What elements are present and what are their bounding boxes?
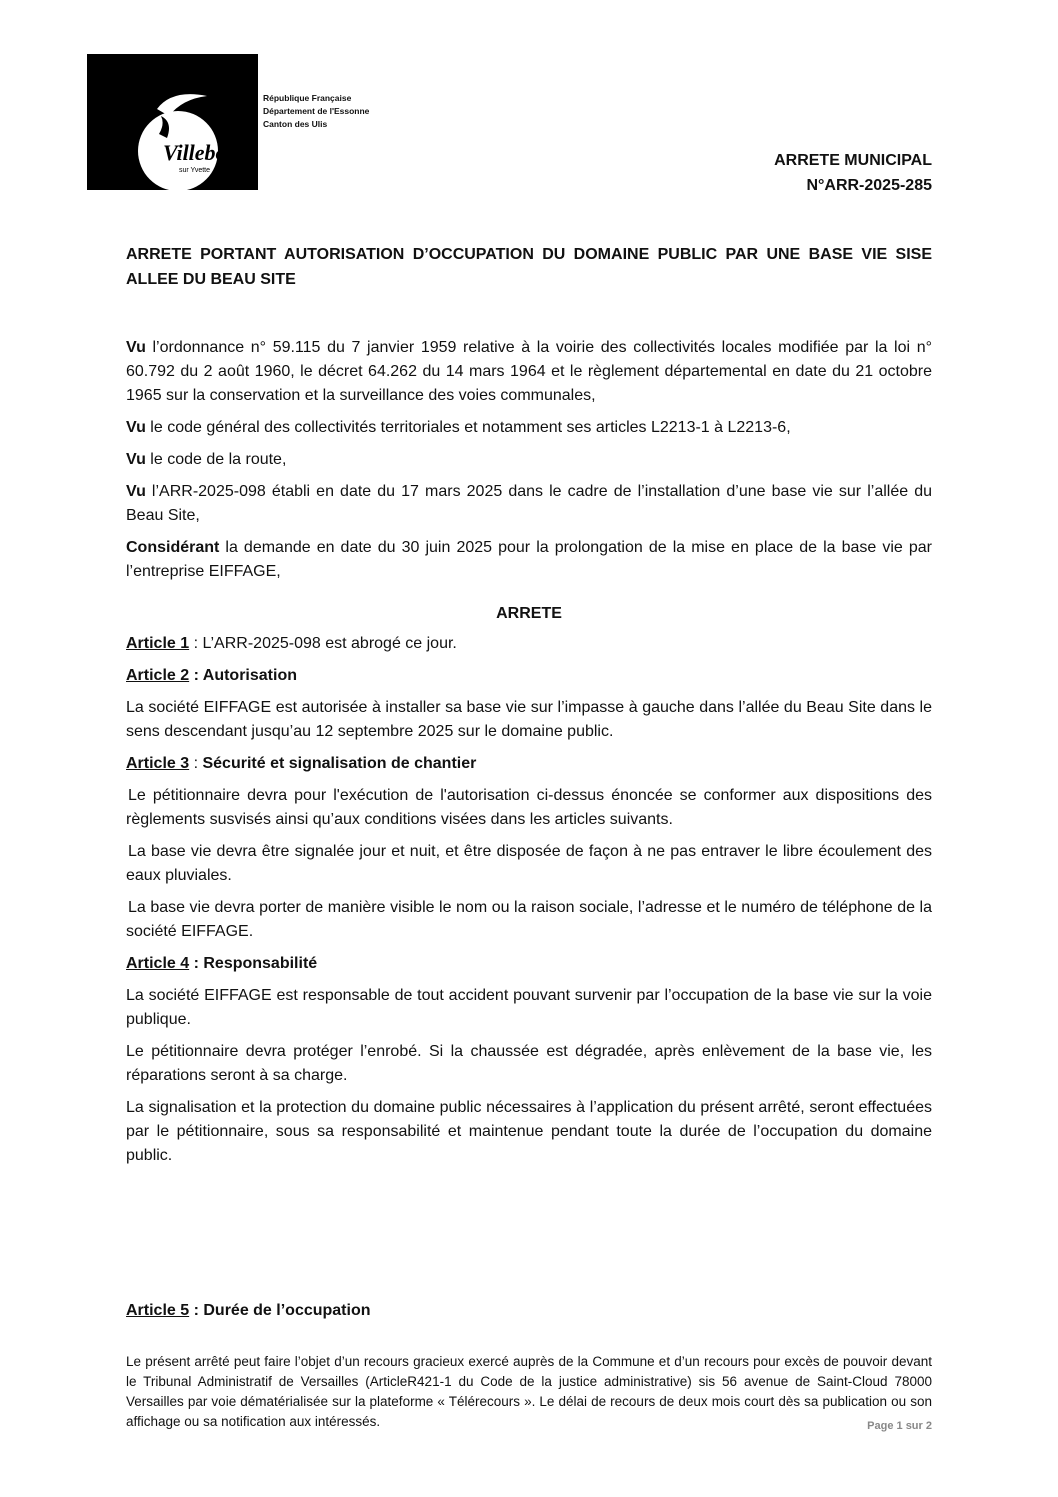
article-paragraph: La société EIFFAGE est responsable de tout accident pouvant survenir par l’occupation de la base vie sur la voie publique.	[126, 987, 932, 1028]
article-separator: :	[189, 667, 203, 684]
republic-label: République Française	[263, 93, 352, 103]
arrete-number: N°ARR-2025-285	[806, 177, 932, 194]
article-label: Article 2	[126, 667, 190, 684]
visa-paragraph	[126, 448, 932, 472]
article-paragraph: Le pétitionnaire devra pour l'exécution de l'autorisation ci-dessus énoncée se conformer aux dispositions des règlements susvisés ainsi qu’aux conditions visées dans les articles suivants.	[126, 787, 932, 828]
administrative-header	[263, 92, 369, 131]
article-inline-text: L’ARR-2025-098 est abrogé ce jour.	[202, 635, 457, 652]
page-title: ARRETE PORTANT AUTORISATION D’OCCUPATION DU DOMAINE PUBLIC PAR UNE BASE VIE SISE ALLEE DU BEAU SITE	[126, 246, 932, 288]
department-label: Département de l'Essonne	[263, 106, 370, 116]
article-paragraph: Le pétitionnaire devra protéger l’enrobé. Si la chaussée est dégradée, après enlèvement de la base vie, les réparations seront à sa charge.	[126, 1043, 932, 1084]
visa-text: l’ordonnance n° 59.115 du 7 janvier 1959 relative à la voirie des collectivités locales modifiée par la loi n° 60.792 du 2 août 1960, le décret 64.262 du 14 mars 1964 et le règlement départemental en date du 21 octobre 1965 sur la conservation et la surveillance des voies communales,	[126, 339, 932, 404]
visa-lead: Vu	[126, 483, 146, 500]
visa-lead: Considérant	[126, 539, 220, 556]
visa-lead: Vu	[126, 339, 146, 356]
visa-lead: Vu	[126, 451, 146, 468]
article-3-title	[126, 752, 932, 776]
visa-lead: Vu	[126, 419, 146, 436]
document-body	[126, 336, 932, 1176]
arrete-type: ARRETE MUNICIPAL	[774, 152, 932, 169]
visa-paragraph	[126, 480, 932, 528]
article-label: Article 3	[126, 755, 190, 772]
visa-paragraph	[126, 336, 932, 408]
article-paragraph: La base vie devra porter de manière visible le nom ou la raison sociale, l’adresse et le numéro de téléphone de la société EIFFAGE.	[126, 899, 932, 940]
considerant-paragraph	[126, 536, 932, 584]
villebon-logo-icon	[87, 54, 258, 190]
visa-text: la demande en date du 30 juin 2025 pour la prolongation de la mise en place de la base vie par l’entreprise EIFFAGE,	[126, 539, 932, 580]
article-title: Durée de l’occupation	[203, 1302, 371, 1319]
article-label: Article 4	[126, 955, 190, 972]
article-paragraph: La base vie devra être signalée jour et nuit, et être disposée de façon à ne pas entraver le libre écoulement des eaux pluviales.	[126, 843, 932, 884]
municipal-logo	[87, 54, 258, 190]
article-paragraph: La signalisation et la protection du domaine public nécessaires à l’application du présent arrêté, seront effectuées par le pétitionnaire, sous sa responsabilité et maintenue pendant toute la durée de l’occupation du domaine public.	[126, 1099, 932, 1164]
visa-text: l’ARR-2025-098 établi en date du 17 mars 2025 dans le cadre de l’installation d’une base vie sur l’allée du Beau Site,	[126, 483, 932, 524]
logo-text: Villebon	[163, 140, 239, 165]
article-title: Autorisation	[202, 667, 297, 684]
arrete-heading	[774, 148, 932, 198]
article-1	[126, 632, 932, 656]
article-separator: :	[189, 755, 203, 772]
article-paragraph: La société EIFFAGE est autorisée à installer sa base vie sur l’impasse à gauche dans l’allée du Beau Site dans le sens descendant jusqu’au 12 septembre 2025 sur le domaine public.	[126, 699, 932, 740]
legal-footer: Le présent arrêté peut faire l’objet d’un recours gracieux exercé auprès de la Commune et d’un recours pour excès de pouvoir devant le Tribunal Administratif de Versailles (ArticleR421-1 du Code de la justice administrative) sis 56 avenue de Saint-Cloud 78000 Versailles par voie dématérialisée sur la plateforme « Télérecours ». Le délai de recours de deux mois court dès sa publication ou son affichage ou sa notification aux intéressés.	[126, 1354, 932, 1429]
article-title: Responsabilité	[203, 955, 318, 972]
canton-label: Canton des Ulis	[263, 119, 328, 129]
article-label: Article 1	[126, 635, 190, 652]
article-title: Sécurité et signalisation de chantier	[202, 755, 477, 772]
page-number: Page 1 sur 2	[867, 1420, 932, 1432]
article-separator: :	[189, 635, 203, 652]
article-5-title	[126, 1302, 371, 1320]
visa-text: le code de la route,	[145, 451, 287, 468]
article-separator: :	[189, 1302, 204, 1319]
logo-subtext: sur Yvette	[179, 167, 211, 174]
article-2-title	[126, 664, 932, 688]
visa-text: le code général des collectivités territoriales et notamment ses articles L2213-1 à L2213-6,	[145, 419, 791, 436]
article-separator: :	[189, 955, 204, 972]
visa-paragraph	[126, 416, 932, 440]
decision-heading: ARRETE	[496, 605, 562, 622]
article-label: Article 5	[126, 1302, 190, 1319]
article-4-title	[126, 952, 932, 976]
